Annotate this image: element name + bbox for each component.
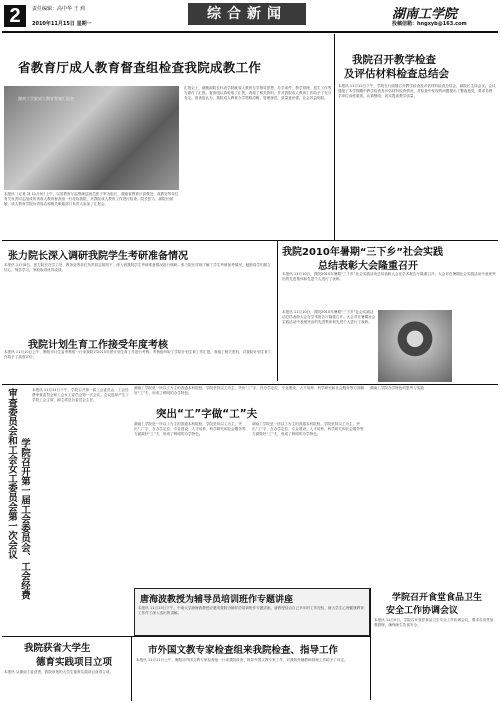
tang-body: 本报讯 11月13日下午，中南大学唐海波教授应邀来我院为辅导员培训班作专题讲座。唐教授结合自己多年的工作经验，就大学生心理健康教育工作作了深入浅出的讲解。: [138, 606, 364, 616]
tuchu-body-1: 湖南工学院是一所以工为主的普通本科院校。学院坚持以工为主，突出“工”字，在办学定位、专业建设、人才培养、科学研究和社会服务等方面做好“工”夫，形成了鲜明的办学特色。: [134, 422, 246, 437]
tuchu-lead: 湖南工学院是一所以工为主的普通本科院校。学院坚持以工为主，突出“工”字，在办学定位、专业建设、人才培养、科学研究和社会服务等方面做好“工”夫，形成了鲜明的办学特色。: [134, 386, 365, 396]
editor-line: 责任编辑：高中华 王 莉: [32, 6, 86, 12]
award-title-1: 我院获省大学生: [24, 643, 91, 654]
lead-photo: [4, 86, 179, 190]
column-divider-3: [370, 588, 371, 700]
award-body: 本报讯 从湖南工委获悉，我院申报的大学生德育实践项目获得立项。: [4, 670, 113, 674]
column-divider-4: [131, 637, 132, 701]
sxx-body-2: 本报讯 11月10日，我院2010年暑期“三下乡”社会实践活动总结表彰大会在学术报告厅隆重召开。大会对在暑期社会实践活动中表现突出的先进集体和先进个人进行了表彰。: [282, 310, 376, 325]
issue-date: 2010年11月15日 星期一: [32, 21, 92, 27]
tang-title: 唐海波教授为辅导员培训班作专题讲座: [140, 595, 294, 605]
zhangli-title: 张力院长深入调研我院学生考研准备情况: [8, 251, 188, 262]
lead-body-2: 汇报会上，谢敏副院长代表学院就成人教育办学指导思想、办学条件、教学管理、招生工作等方面作了汇报。督查组认真听取了汇报，查阅了相关资料，并对我院成人教育工作给予了充分肯定。督查组认为，我院成人教育办学思路清晰，管理规范，质量意识强，社会效益明显。: [184, 86, 332, 101]
submission-email: 投稿信箱：hngxyb@163.com: [392, 21, 467, 27]
sxx-body: 本报讯 11月10日，我院2010年暑期“三下乡”社会实践活动总结表彰大会在学术报告厅隆重召开。大会对在暑期社会实践活动中表现突出的先进集体和先进个人进行了表彰。: [282, 272, 496, 282]
tuchu-title: 突出“工”字做“工”夫: [156, 408, 258, 420]
photo-caption: 湖南工学院成人教育督查汇报会: [18, 96, 74, 101]
sxx-title-2: 总结表彰大会隆重召开: [318, 261, 418, 272]
union-body: 本报讯 11月11日下午，学院召开第一届工会委员会、工会经费审查委员会和工会女工委员会第一次会议。会议选举产生了学院工会主席、副主席及各委员会主任。: [32, 388, 130, 403]
eval-title-1: 我院召开教学检查: [352, 54, 436, 66]
row-rule-2: [2, 384, 498, 385]
eval-title-2: 及评估材料检查总结会: [344, 68, 449, 80]
column-divider-2: [277, 241, 278, 381]
section-banner: 综合新闻: [188, 3, 306, 25]
foreign-title: 市外国文教专家检查组来我院检查、指导工作: [148, 645, 339, 656]
header-rule: [2, 31, 498, 33]
tuchu-body-2: 湖南工学院是一所以工为主的普通本科院校。学院坚持以工为主，突出“工”字，在办学定位、专业建设、人才培养、科学研究和社会服务等方面做好“工”夫，形成了鲜明的办学特色。: [252, 422, 364, 437]
award-title-2: 德育实践项目立项: [36, 657, 113, 668]
sxx-title-1: 我院2010年暑期“三下乡”社会实践: [282, 247, 443, 258]
food-title-2: 安全工作协调会议: [386, 606, 459, 616]
lead-title: 省教育厅成人教育督查组检查我院成教工作: [18, 60, 262, 75]
foreign-body: 本报讯 11月11日上午，衡阳市外国文教专家检查组一行来我院检查、指导外国文教专家工作，对我院外籍教师管理工作给予了肯定。: [136, 658, 348, 662]
sxx-photo: [378, 310, 452, 382]
zhangli-body: 本报讯 11月8日，张力院长在学工处、教务处等单位负责同志陪同下，深入到我院学生考研准备情况进行调研。张力院长详细了解了学生考研备考情况，勉励同学们树立信心，刻苦学习，争取取得优异成绩。: [4, 263, 271, 273]
tuchu-body-3: 湖南工学院办学特色的思考与实践: [370, 386, 424, 390]
column-divider: [334, 34, 335, 240]
row-rule-1: [2, 240, 498, 241]
food-body: 本报讯 11月9日，学院召开食堂食品卫生安全工作协调会议，要求各食堂加强管理，确保师生饮食安全。: [374, 618, 494, 628]
union-title-2: 审查委员会和工会女工委员会第一次会议: [6, 388, 17, 559]
union-title-1: 学院召开第一届工会委员会、工会经费: [19, 438, 30, 600]
lead-body-1: 本报讯（记者 刘 11月9日上午，以省教育厅监察副巡视员张子军为组长，湖南省教育厅高教处、成教处等单位有关负责同志组成的省成人教育督查组一行莅临我院，对我院成人教育工作进行检查。院长张力、副院长谢敏、成人教育学院负责同志和相关职能部门负责人参加了汇报会。: [4, 192, 179, 207]
jihua-title: 我院计划生育工作接受年度考核: [28, 340, 168, 351]
food-title-1: 学院召开食堂食品卫生: [392, 593, 483, 603]
jihua-body: 本报讯 11月10日上午，衡阳市计生委考核组一行来我院对2010年度计划生育工作进行考核。考核组听取了学院计划生育工作汇报，查阅了相关资料，对我院计划生育工作给予了高度评价。: [4, 350, 272, 360]
page-number: 2: [4, 5, 26, 27]
masthead-logo: 湖南工学院: [392, 7, 458, 22]
eval-body: 本报讯 11月12日下午，学院在行政楼召开教学检查及评估材料检查总结会，副院长主持会议。会议通报了本学期期中教学检查及评估材料检查情况，对检查中发现的问题提出了整改意见，要求各教学单位高度重视，认真整改，切实提高教学质量。: [338, 84, 496, 99]
row-rule-3: [2, 636, 370, 637]
